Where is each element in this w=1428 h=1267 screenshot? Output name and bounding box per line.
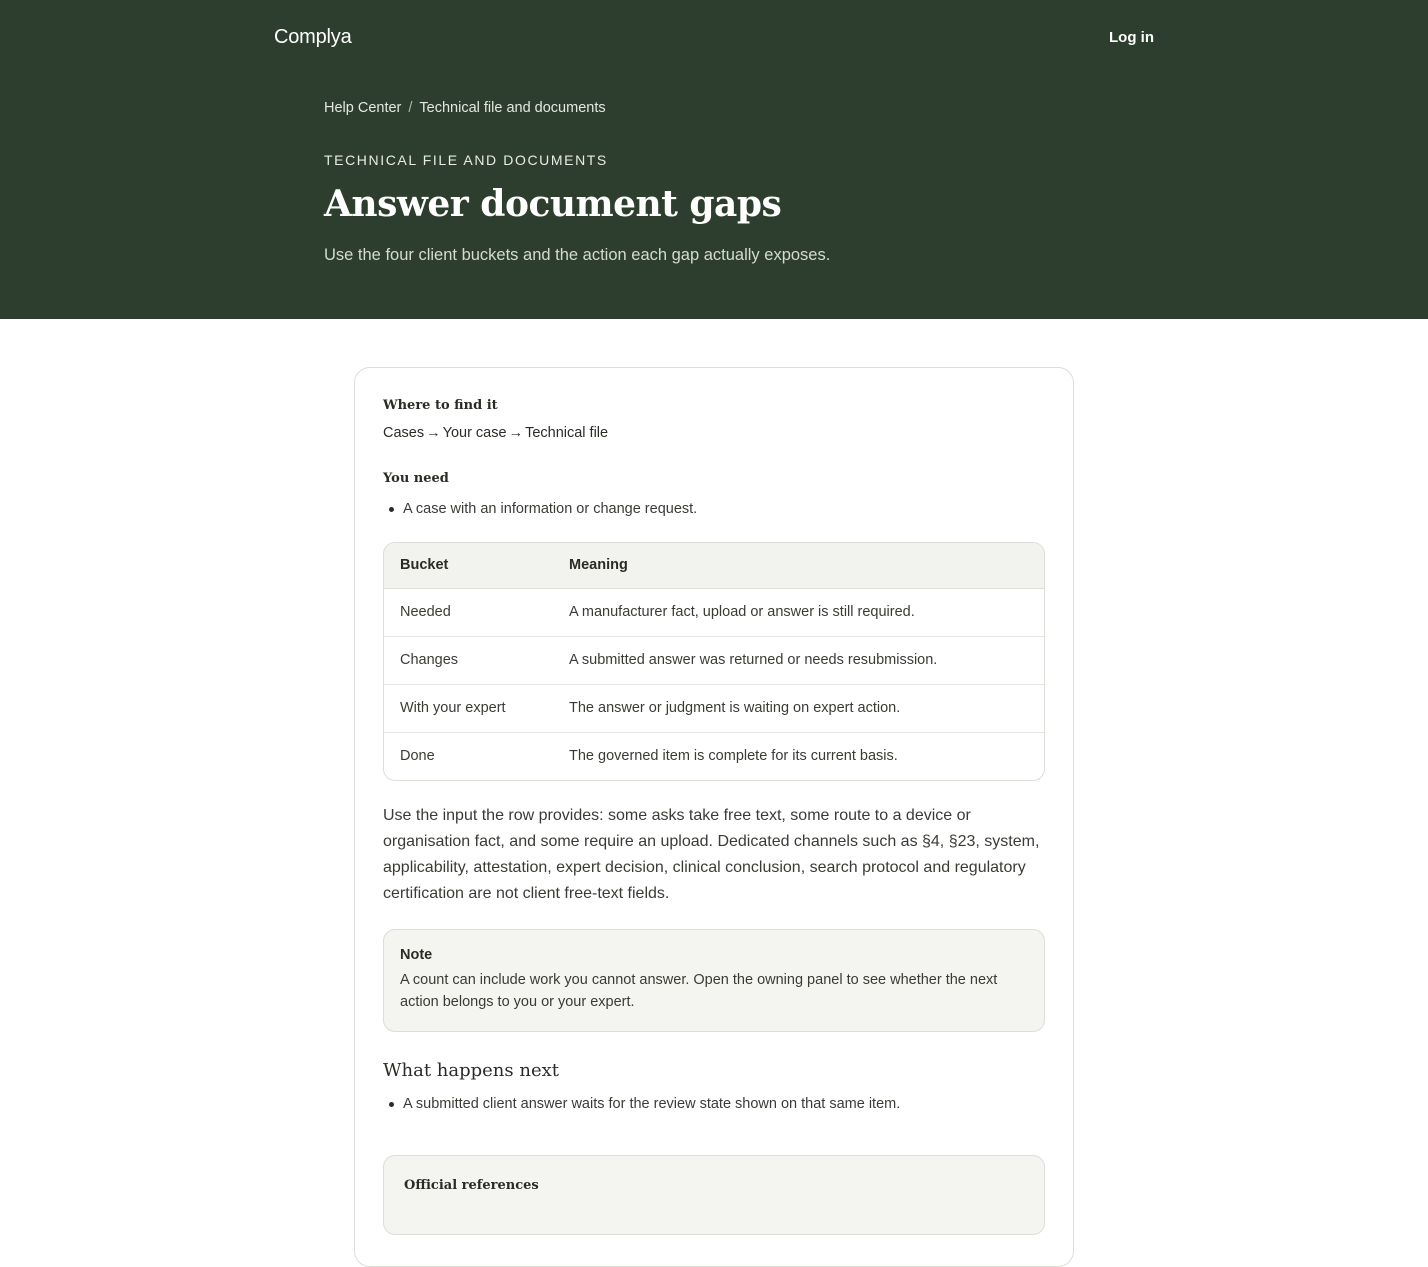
page-header [0,0,1428,319]
bucket-cell: With your expert [384,684,553,732]
brand-logo[interactable]: Complya [274,26,352,48]
meaning-cell: The governed item is complete for its current basis. [569,748,898,765]
hero-content [324,100,1104,265]
table-row [384,636,1044,684]
column-header-bucket: Bucket [384,543,553,588]
category-eyebrow: TECHNICAL FILE AND DOCUMENTS [324,152,608,168]
breadcrumb-technical-file[interactable]: Technical file and documents [419,100,606,116]
note-callout [383,929,1045,1032]
official-references-title: Official references [404,1178,539,1193]
path-cases: Cases [383,425,425,441]
table-row [384,732,1044,780]
arrow-right-icon: → [426,425,441,441]
page-title: Answer document gaps [324,183,782,225]
buckets-table [383,542,1045,781]
breadcrumb [324,100,1104,120]
article-card [354,367,1074,1267]
you-need-label: You need [383,471,449,486]
column-header-meaning: Meaning [553,543,1044,588]
where-to-find-label: Where to find it [383,398,498,413]
login-link[interactable]: Log in [1109,29,1154,46]
path-your-case: Your case [442,425,507,441]
table-row [384,588,1044,636]
breadcrumb-separator: / [408,100,413,116]
list-item: A submitted client answer waits for the review state shown on that same item. [383,1093,1045,1115]
note-title: Note [400,947,433,963]
official-references-panel [383,1155,1045,1235]
navigation-path [383,425,1045,441]
note-body: A count can include work you cannot answer. Open the owning panel to see whether the next action belongs to you or your expert. [400,972,998,1010]
article-body [383,398,1045,1235]
path-technical-file: Technical file [525,425,609,441]
page-subtitle: Use the four client buckets and the action each gap actually exposes. [324,246,831,264]
body-paragraph: Use the input the row provides: some asks take free text, some route to a device or organisation fact, and some require an upload. Dedicated channels such as §4, §23, system, applicability, attestation, expert decision, clinical conclusion, search protocol and regulatory certification are not client free-text fields. [383,807,1040,902]
breadcrumb-help-center[interactable]: Help Center [324,100,402,116]
table-row [384,684,1044,732]
what-happens-next-heading: What happens next [383,1060,559,1081]
list-item: A case with an information or change request. [383,498,1045,520]
next-steps-list [383,1093,1045,1115]
table-header-row [384,543,1044,588]
requirements-list [383,498,1045,520]
bucket-cell: Done [400,748,435,765]
meaning-cell: A manufacturer fact, upload or answer is still required. [553,588,1044,636]
arrow-right-icon: → [508,425,524,441]
meaning-cell: The answer or judgment is waiting on expert action. [553,684,1044,732]
bucket-cell: Needed [384,588,553,636]
top-nav [274,26,1154,52]
meaning-cell: A submitted answer was returned or needs resubmission. [553,636,1044,684]
bucket-cell: Changes [384,636,553,684]
